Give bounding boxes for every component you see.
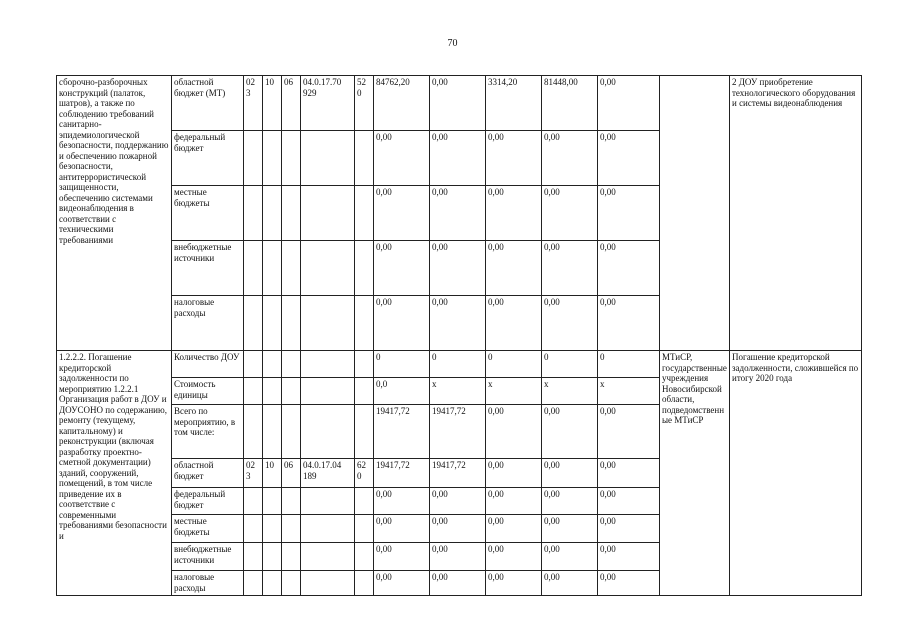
value-cell: 0,00 — [430, 296, 486, 351]
pr-code-cell: 06 — [282, 76, 301, 131]
grbs-code-cell — [244, 405, 263, 459]
value-cell: 3314,20 — [486, 76, 542, 131]
grbs-code-cell — [244, 131, 263, 186]
pr-code-cell — [282, 378, 301, 405]
funding-source-cell: Всего по мероприятию, в том числе: — [172, 405, 244, 459]
value-cell: 0,00 — [430, 241, 486, 296]
value-cell: 0 — [542, 351, 598, 378]
csr-code-cell — [301, 351, 355, 378]
grbs-code-cell — [244, 543, 263, 571]
pr-code-cell: 06 — [282, 459, 301, 488]
funding-source-cell: федеральный бюджет — [172, 488, 244, 515]
funding-source-cell: налоговые расходы — [172, 296, 244, 351]
measure-name-cell: 1.2.2.2. Погашение кредиторской задолженности по мероприятию 1.2.2.1 Организация работ в ДОУ и ДОУСОНО по содержанию, ремонту (текущему, капитальному) и реконструкции (включая разработку проектно-сметной документации) зданий, сооружений, помещений, в том числе приведение их в соответствие с современными требованиями безопасности и — [57, 351, 172, 596]
value-cell: 0 — [598, 351, 660, 378]
csr-code-cell — [301, 296, 355, 351]
expected-result-cell: 2 ДОУ приобретение технологического оборудования и системы видеонаблюдения — [730, 76, 862, 351]
value-cell: 0,00 — [542, 241, 598, 296]
funding-source-cell: местные бюджеты — [172, 515, 244, 543]
value-cell: 0,00 — [598, 571, 660, 596]
rz-code-cell — [263, 131, 282, 186]
value-cell: x — [486, 378, 542, 405]
pr-code-cell — [282, 241, 301, 296]
rz-code-cell — [263, 186, 282, 241]
vr-code-cell — [355, 515, 374, 543]
value-cell: 81448,00 — [542, 76, 598, 131]
csr-code-cell — [301, 378, 355, 405]
budget-table — [56, 75, 862, 596]
page-number: 70 — [447, 38, 458, 49]
value-cell: 0,00 — [598, 241, 660, 296]
grbs-code-cell — [244, 186, 263, 241]
grbs-code-cell — [244, 241, 263, 296]
csr-code-cell — [301, 186, 355, 241]
vr-code-cell — [355, 571, 374, 596]
rz-code-cell — [263, 515, 282, 543]
value-cell: 0,00 — [486, 543, 542, 571]
pr-code-cell — [282, 351, 301, 378]
value-cell: 84762,20 — [374, 76, 430, 131]
funding-source-cell: Количество ДОУ — [172, 351, 244, 378]
value-cell: 0,00 — [430, 76, 486, 131]
grbs-code-cell — [244, 515, 263, 543]
csr-code-cell — [301, 543, 355, 571]
funding-source-cell: внебюджетные источники — [172, 241, 244, 296]
vr-code-cell — [355, 405, 374, 459]
rz-code-cell — [263, 571, 282, 596]
funding-source-cell: местные бюджеты — [172, 186, 244, 241]
pr-code-cell — [282, 405, 301, 459]
value-cell: 0,00 — [598, 515, 660, 543]
value-cell: 0,00 — [486, 296, 542, 351]
rz-code-cell — [263, 488, 282, 515]
value-cell: 0,00 — [374, 296, 430, 351]
csr-code-cell — [301, 571, 355, 596]
vr-code-cell — [355, 378, 374, 405]
value-cell: 0,00 — [542, 296, 598, 351]
grbs-code-cell: 02 3 — [244, 76, 263, 131]
grbs-code-cell: 02 3 — [244, 459, 263, 488]
vr-code-cell — [355, 488, 374, 515]
vr-code-cell — [355, 296, 374, 351]
value-cell: 0,00 — [486, 488, 542, 515]
measure-name-cell: сборочно-разборочных конструкций (палаток, шатров), а также по соблюдению требований санитарно-эпидемиологической безопасности, поддержанию и обеспечению пожарной безопасности, антитеррористической защищенности, обеспечению системами видеонаблюдения в соответствии с техническими требованиями — [57, 76, 172, 351]
grbs-code-cell — [244, 488, 263, 515]
value-cell: 0,00 — [486, 515, 542, 543]
value-cell: 0,00 — [542, 488, 598, 515]
csr-code-cell — [301, 488, 355, 515]
table-row — [57, 76, 862, 131]
value-cell: 0,00 — [542, 186, 598, 241]
grbs-code-cell — [244, 378, 263, 405]
grbs-code-cell — [244, 351, 263, 378]
value-cell: 0,00 — [598, 459, 660, 488]
funding-source-cell: внебюджетные источники — [172, 543, 244, 571]
value-cell: 0,00 — [374, 241, 430, 296]
value-cell: 0,00 — [430, 515, 486, 543]
value-cell: 0,00 — [430, 488, 486, 515]
pr-code-cell — [282, 186, 301, 241]
rz-code-cell: 10 — [263, 76, 282, 131]
value-cell: 0,00 — [598, 488, 660, 515]
vr-code-cell: 62 0 — [355, 459, 374, 488]
value-cell: 0,00 — [374, 543, 430, 571]
value-cell: 0,00 — [598, 76, 660, 131]
rz-code-cell — [263, 351, 282, 378]
pr-code-cell — [282, 488, 301, 515]
vr-code-cell: 52 0 — [355, 76, 374, 131]
value-cell: 0,00 — [598, 131, 660, 186]
value-cell: 0,00 — [486, 459, 542, 488]
value-cell: 19417,72 — [374, 405, 430, 459]
executor-cell — [660, 76, 730, 351]
rz-code-cell — [263, 241, 282, 296]
value-cell: 0,00 — [374, 131, 430, 186]
value-cell: 0,0 — [374, 378, 430, 405]
executor-cell: МТиСР, государственные учреждения Новосибирской области, подведомственные МТиСР — [660, 351, 730, 596]
funding-source-cell: Стоимость единицы — [172, 378, 244, 405]
value-cell: 19417,72 — [430, 405, 486, 459]
value-cell: 0,00 — [542, 405, 598, 459]
value-cell: 0,00 — [374, 488, 430, 515]
table-row — [57, 351, 862, 378]
value-cell: x — [430, 378, 486, 405]
vr-code-cell — [355, 351, 374, 378]
value-cell: 0,00 — [542, 543, 598, 571]
value-cell: 0,00 — [430, 571, 486, 596]
value-cell: 0,00 — [430, 186, 486, 241]
value-cell: 0 — [374, 351, 430, 378]
csr-code-cell — [301, 241, 355, 296]
value-cell: 0,00 — [374, 515, 430, 543]
pr-code-cell — [282, 296, 301, 351]
vr-code-cell — [355, 543, 374, 571]
value-cell: 0,00 — [542, 515, 598, 543]
csr-code-cell: 04.0.17.04 189 — [301, 459, 355, 488]
value-cell: 0,00 — [486, 241, 542, 296]
rz-code-cell: 10 — [263, 459, 282, 488]
value-cell: 0,00 — [486, 131, 542, 186]
value-cell: 0,00 — [486, 405, 542, 459]
value-cell: 0,00 — [486, 571, 542, 596]
rz-code-cell — [263, 296, 282, 351]
value-cell: 19417,72 — [430, 459, 486, 488]
funding-source-cell: федеральный бюджет — [172, 131, 244, 186]
funding-source-cell: налоговые расходы — [172, 571, 244, 596]
grbs-code-cell — [244, 296, 263, 351]
pr-code-cell — [282, 543, 301, 571]
pr-code-cell — [282, 515, 301, 543]
value-cell: 0,00 — [542, 131, 598, 186]
value-cell: 19417,72 — [374, 459, 430, 488]
value-cell: 0 — [486, 351, 542, 378]
csr-code-cell: 04.0.17.70 929 — [301, 76, 355, 131]
vr-code-cell — [355, 131, 374, 186]
value-cell: 0,00 — [598, 405, 660, 459]
value-cell: 0,00 — [598, 296, 660, 351]
value-cell: 0 — [430, 351, 486, 378]
vr-code-cell — [355, 186, 374, 241]
funding-source-cell: областной бюджет — [172, 459, 244, 488]
grbs-code-cell — [244, 571, 263, 596]
rz-code-cell — [263, 378, 282, 405]
expected-result-cell: Погашение кредиторской задолженности, сложившейся по итогу 2020 года — [730, 351, 862, 596]
value-cell: 0,00 — [374, 571, 430, 596]
rz-code-cell — [263, 543, 282, 571]
rz-code-cell — [263, 405, 282, 459]
csr-code-cell — [301, 515, 355, 543]
funding-source-cell: областной бюджет (МТ) — [172, 76, 244, 131]
value-cell: 0,00 — [598, 186, 660, 241]
value-cell: 0,00 — [374, 186, 430, 241]
value-cell: 0,00 — [430, 543, 486, 571]
pr-code-cell — [282, 131, 301, 186]
csr-code-cell — [301, 131, 355, 186]
value-cell: 0,00 — [598, 543, 660, 571]
value-cell: 0,00 — [542, 459, 598, 488]
value-cell: 0,00 — [486, 186, 542, 241]
value-cell: x — [598, 378, 660, 405]
value-cell: 0,00 — [542, 571, 598, 596]
csr-code-cell — [301, 405, 355, 459]
value-cell: x — [542, 378, 598, 405]
value-cell: 0,00 — [430, 131, 486, 186]
pr-code-cell — [282, 571, 301, 596]
vr-code-cell — [355, 241, 374, 296]
